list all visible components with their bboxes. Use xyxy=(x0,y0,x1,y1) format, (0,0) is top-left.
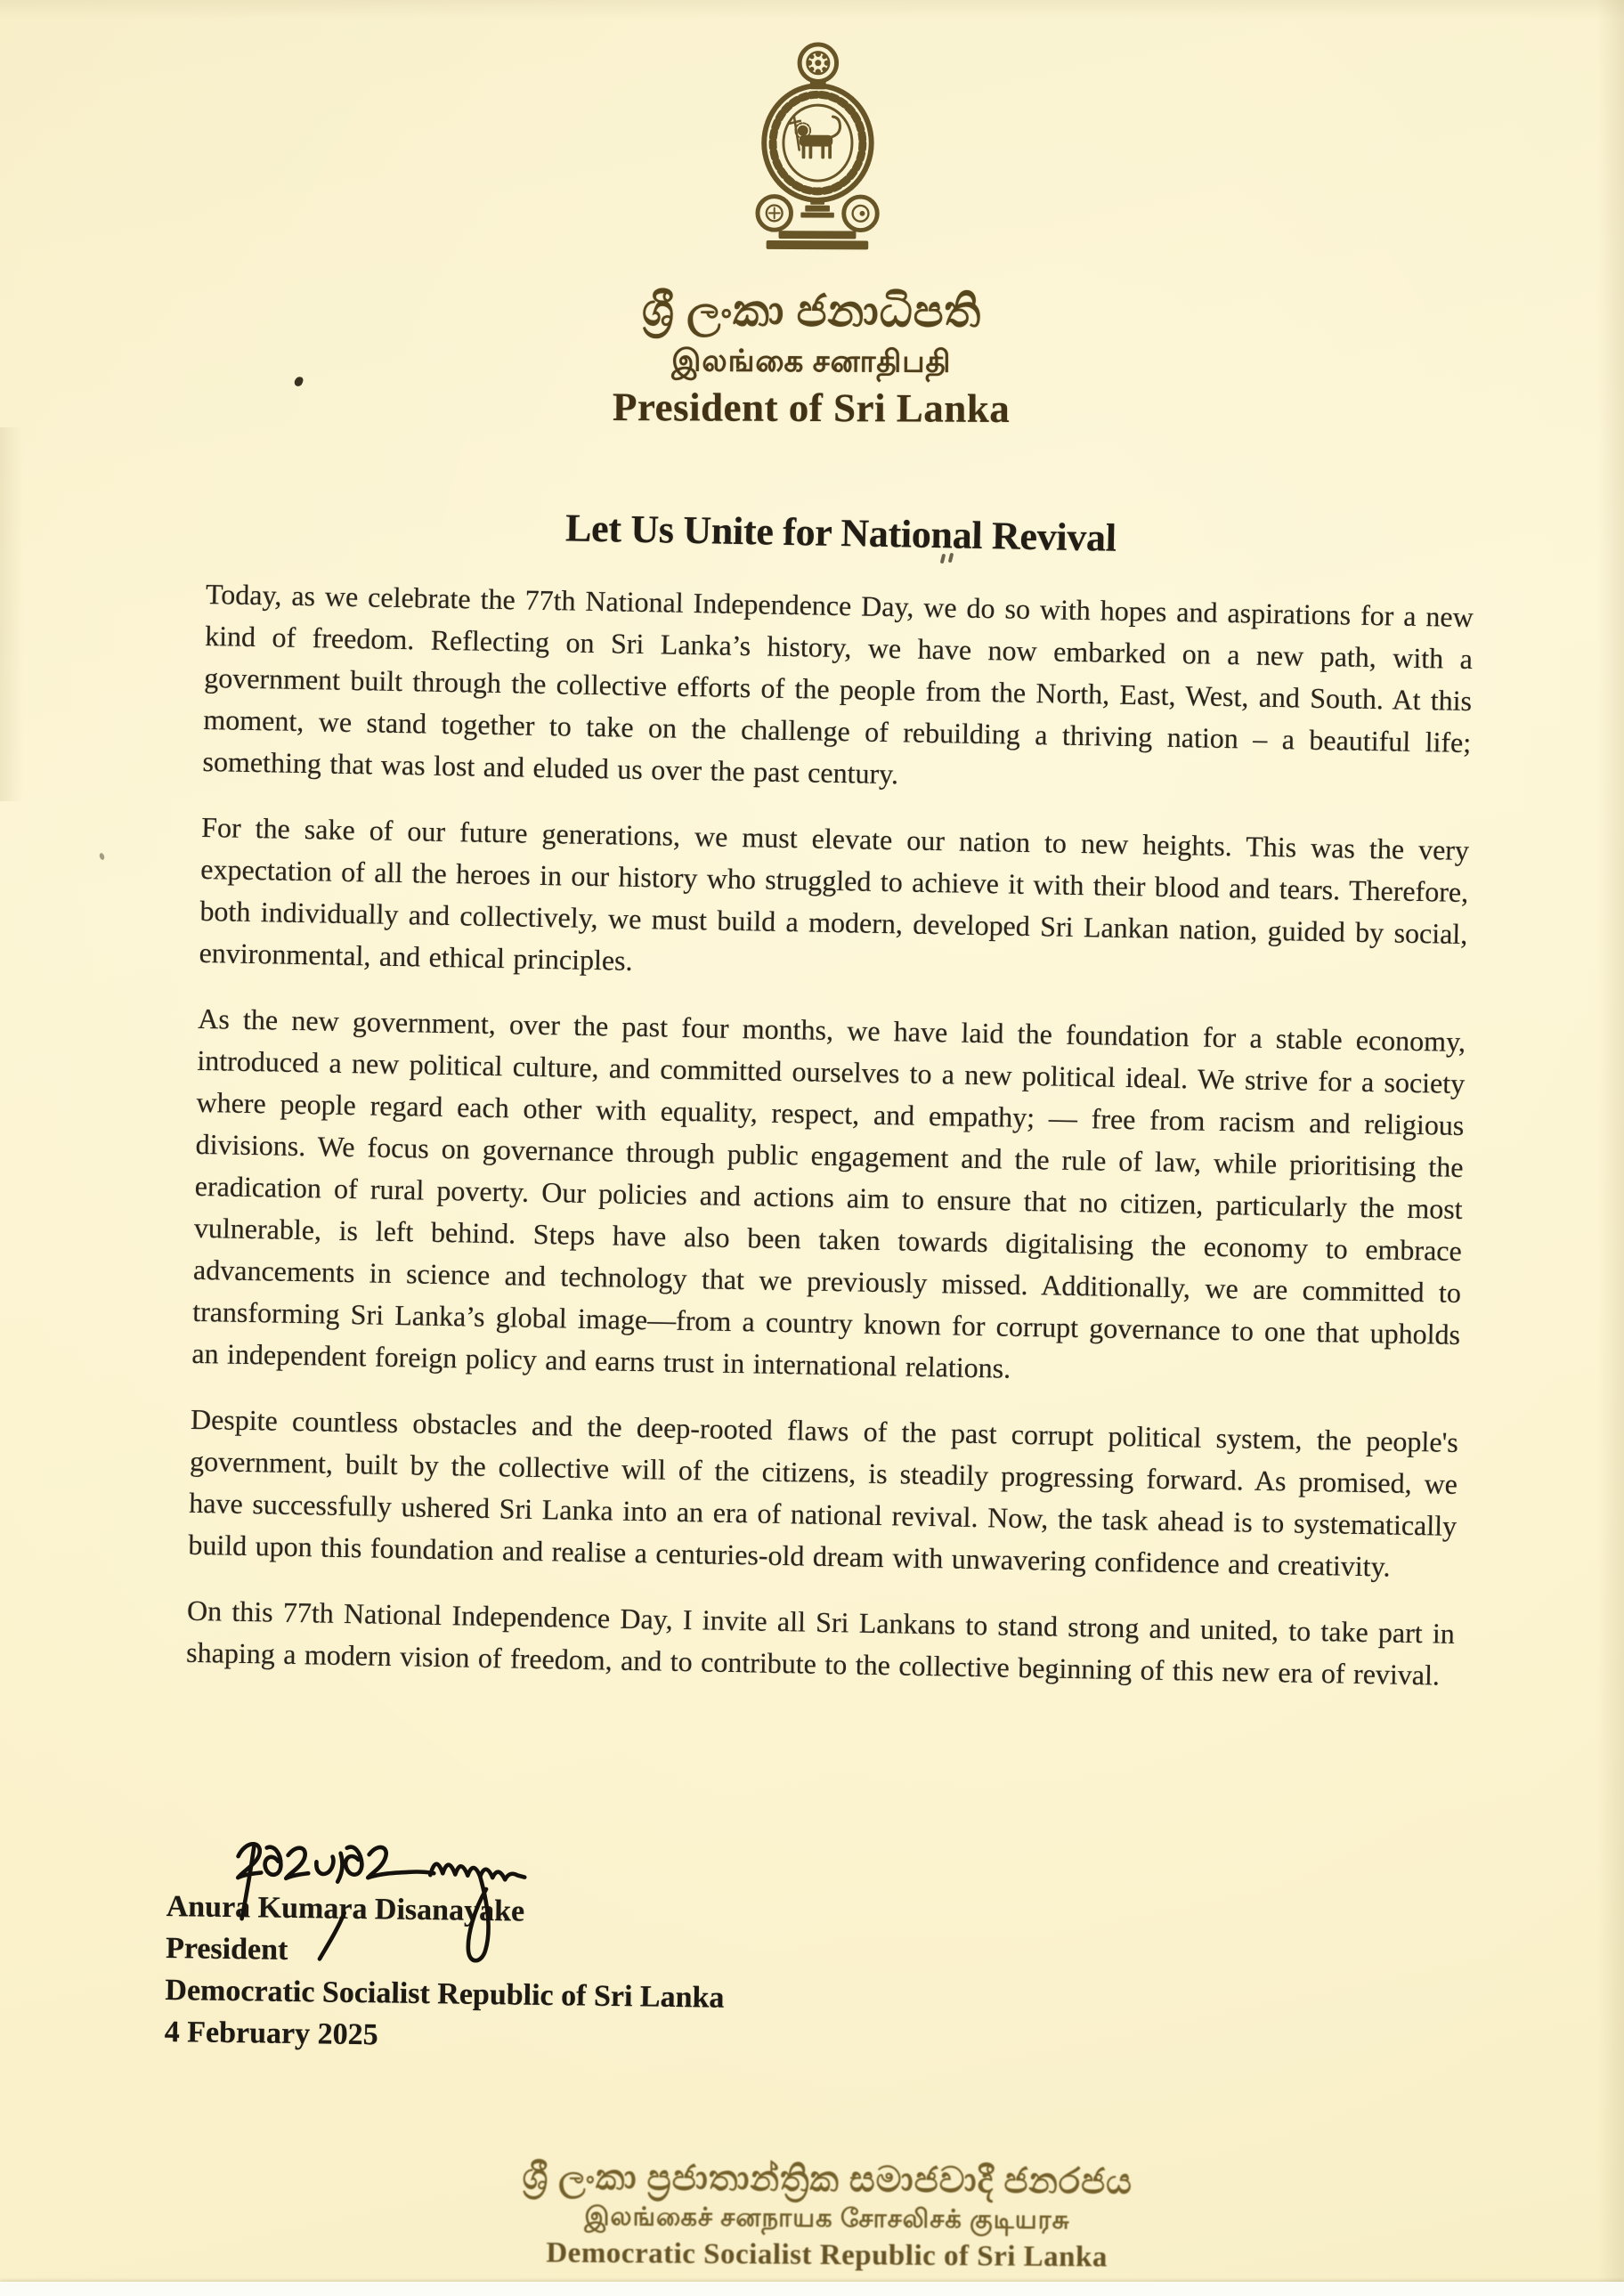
handwritten-signature xyxy=(191,1816,584,1982)
lion-glyph xyxy=(790,117,840,159)
scan-bottom-edge xyxy=(0,2282,1624,2296)
scan-edge-shadow-top xyxy=(0,0,1624,20)
letter-paragraph-1: Today, as we celebrate the 77th National Independence Day, we do so with hopes and aspirations for a new kind of freedom. Reflecting on Sri Lanka’s history, we have now embarked on a new path, with a government built through the collective efforts of the people from the North, East, West, and South. At this moment, we stand together to take on the challenge of rebuilding a thriving nation – a beautiful life; something that was lost and eluded us over the past century. xyxy=(202,577,1474,791)
header-title-tamil: இலங்கை சனாதிபதி xyxy=(671,345,952,379)
signatory-name: Anura Kumara Disanayake xyxy=(166,1889,525,1928)
ink-speck xyxy=(99,852,105,860)
footer-line-english: Democratic Socialist Republic of Sri Lanka xyxy=(546,2236,1108,2274)
letter-paragraph-5: On this 77th National Independence Day, I invite all Sri Lankans to stand strong and united, to take part in shaping a modern vision of freedom, and to contribute to the collective beginning of this new era of revival. xyxy=(185,1594,1456,1692)
footer-line-tamil: இலங்கைச் சனநாயக சோசலிசக் குடியரசு xyxy=(584,2203,1070,2235)
signatory-country: Democratic Socialist Republic of Sri Lanka xyxy=(165,1973,725,2015)
sri-lanka-emblem-icon xyxy=(745,39,890,256)
scan-edge-shadow-left xyxy=(0,427,23,801)
header-title-english: President of Sri Lanka xyxy=(612,384,1011,431)
footer xyxy=(0,2152,1624,2279)
letter-body xyxy=(185,499,1474,1721)
letter-title: Let Us Unite for National Revival xyxy=(564,506,1117,560)
letterhead xyxy=(0,36,1624,434)
footer-line-sinhala: ශ්‍රී ලංකා ප්‍රජාතාන්ත්‍රික සමාජවාදී ජනරජය xyxy=(522,2156,1133,2202)
signatory-role: President xyxy=(165,1931,288,1967)
letter-paragraph-4: Despite countless obstacles and the deep-rooted flaws of the past corrupt political system, the people's government, built by the collective will of the citizens, is steadily progressing forward. As promised, we have successfully ushered Sri Lanka into an era of national revival. Now, the task ahead is to systematically build upon this foundation and realise a centuries-old dream with unwavering confidence and creativity. xyxy=(188,1402,1459,1583)
signature-block xyxy=(164,1827,968,2065)
letter-date: 4 February 2025 xyxy=(164,2015,378,2052)
letter-paragraph-2: For the sake of our future generations, we must elevate our nation to new heights. This was the very expectation of all the heroes in our history who struggled to achieve it with their blood and tears. Therefore, both individually and collectively, we must build a modern, developed Sri Lankan nation, guided by social, environmental, and ethical principles. xyxy=(199,810,1470,977)
header-title-sinhala: ශ්‍රී ලංකා ජනාධිපති xyxy=(641,285,982,337)
letter-paragraph-3: As the new government, over the past four months, we have laid the foundation for a stable economy, introduced a new political culture, and committed ourselves to a new political ideal. We strive for a society where people regard each other with equality, respect, and empathy; — free from racism and religious divisions. We focus on governance through public engagement and the rule of law, while prioritising the eradication of rural poverty. Our policies and actions aim to ensure that no citizen, particularly the most vulnerable, is left behind. Steps have also been taken towards digitalising the economy to embrace advancements in science and technology that we previously missed. Additionally, we are committed to transforming Sri Lanka’s global image—from a country known for corrupt governance to one that upholds an independent foreign policy and earns trust in international relations. xyxy=(191,1002,1466,1384)
